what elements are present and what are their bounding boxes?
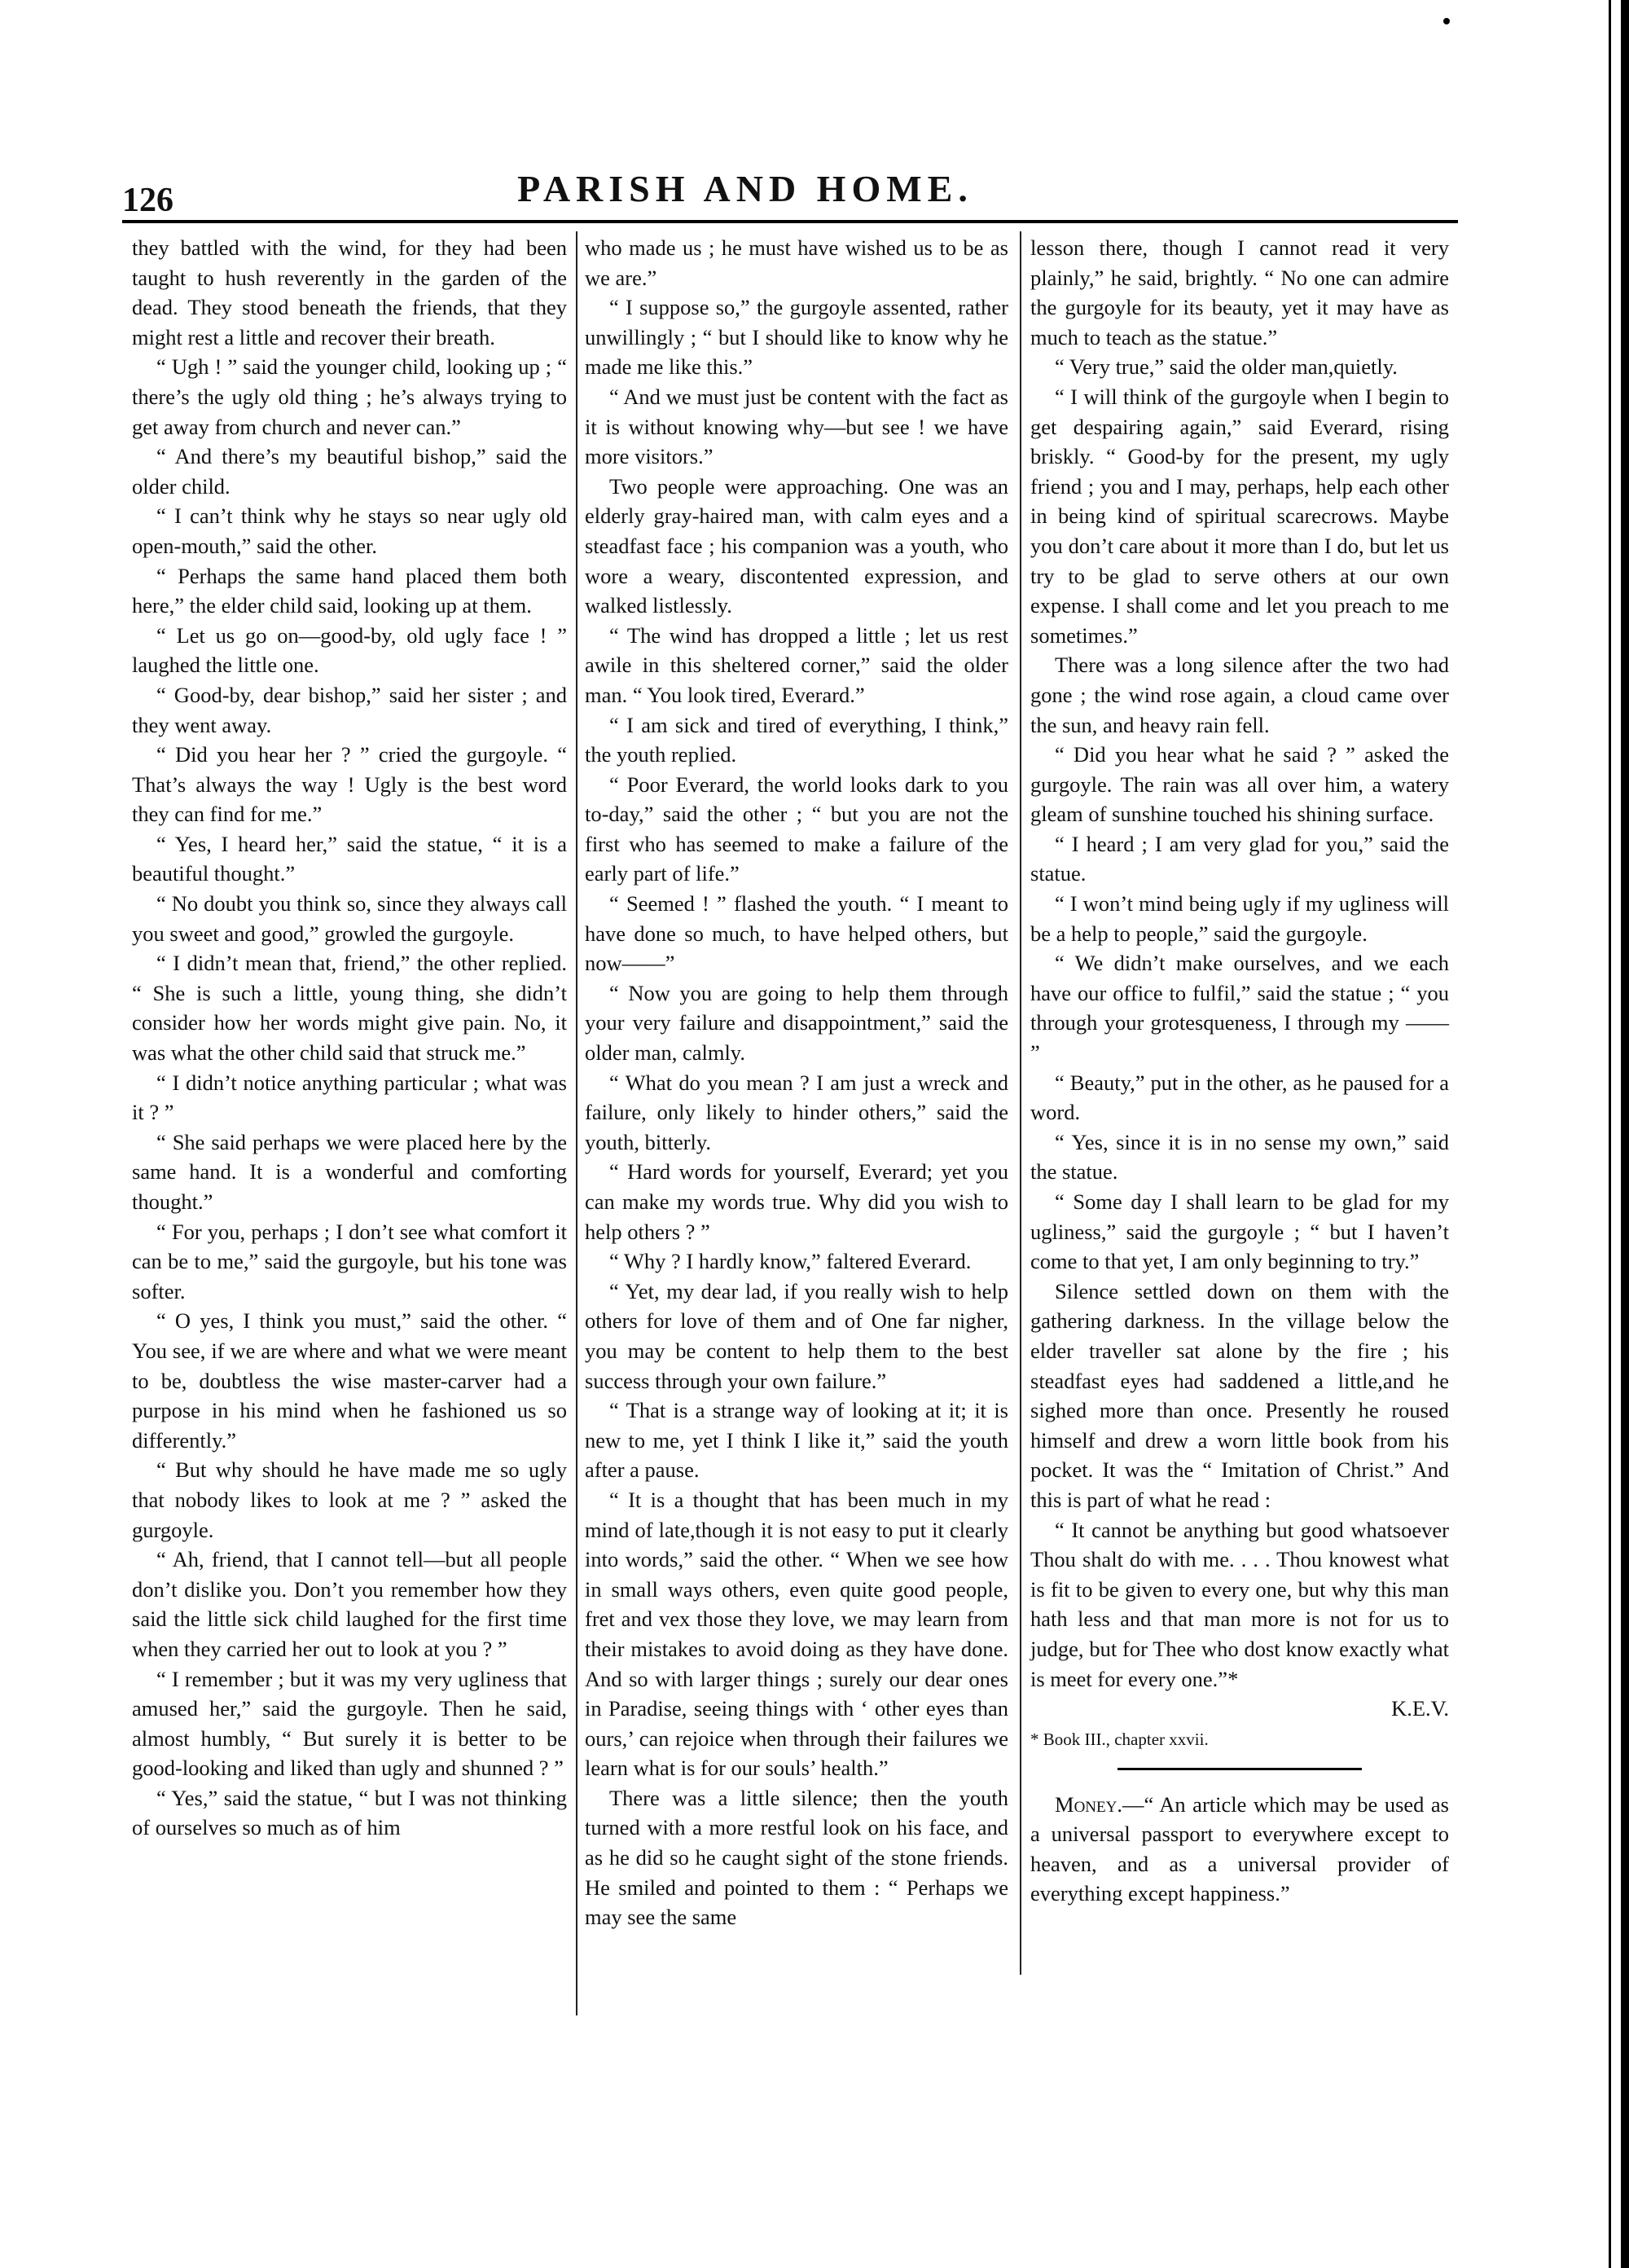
section-divider — [1117, 1768, 1362, 1770]
paragraph: who made us ; he must have wished us to be as we are.” — [585, 235, 1008, 290]
paragraph: “ Why ? I hardly know,” faltered Everard. — [609, 1249, 972, 1274]
paragraph: “ I remember ; but it was my very ugliness that amused her,” said the gurgoyle. Then he said, almost humbly, “ But surely it is better to be good-looking and liked than ugly and shunned ? ” — [132, 1666, 567, 1781]
column-3 — [1030, 233, 1449, 1909]
paragraph: “ Perhaps the same hand placed them both here,” the elder child said, looking up at them. — [132, 563, 567, 618]
paragraph: “ Let us go on—good-by, old ugly face ! ” laughed the little one. — [132, 622, 567, 678]
paragraph: Silence settled down on them with the gathering darkness. In the village below the elder traveller sat alone by the fire ; his steadfast eyes had saddened a little,and he sighed more than once. Presently he roused himself and drew a worn little book from his pocket. It was the “ Imitation of Christ.” And this is part of what he read : — [1030, 1278, 1449, 1512]
money-paragraph — [1030, 1790, 1449, 1909]
paragraph: “ It cannot be anything but good whatsoever Thou shalt do with me. . . . Thou knowest what is fit to be given to every one, but why this man hath less and that man more is not for us to judge, but for Thee who dost know exactly what is meet for every one.”* — [1030, 1517, 1449, 1691]
paragraph: “ Good-by, dear bishop,” said her sister ; and they went away. — [132, 682, 567, 737]
column-1 — [132, 233, 567, 1843]
ink-dot — [1443, 18, 1450, 24]
paragraph: “ Very true,” said the older man,quietly. — [1055, 354, 1398, 380]
paragraph: “ I heard ; I am very glad for you,” said the statue. — [1030, 831, 1449, 886]
paragraph: “ It is a thought that has been much in my mind of late,though it is not easy to put it clearly into words,” said the other. “ When we see how in small ways others, even quite good people, fret and vex those they love, we may learn from their mistakes to avoid doing as they have done. And so with larger things ; surely our dear ones in Paradise, seeing things with ‘ other eyes than ours,’ can rejoice when through their failures we learn what is for our souls’ health.” — [585, 1487, 1008, 1781]
paragraph: “ But why should he have made me so ugly that nobody likes to look at me ? ” asked the gurgoyle. — [132, 1457, 567, 1542]
page-header-title: PARISH AND HOME. — [517, 168, 973, 209]
page-edge-thin-rule — [1609, 0, 1611, 2268]
paragraph: “ Ugh ! ” said the younger child, looking up ; “ there’s the ugly old thing ; he’s always trying to get away from church and never can.” — [132, 354, 567, 439]
paragraph: lesson there, though I cannot read it very plainly,” he said, brightly. “ No one can admire the gurgoyle for its beauty, yet it may have as much to teach as the statue.” — [1030, 235, 1449, 349]
header-rule — [122, 220, 1458, 223]
paragraph: “ No doubt you think so, since they always call you sweet and good,” growled the gurgoyle. — [132, 891, 567, 946]
paragraph: “ I won’t mind being ugly if my ugliness will be a help to people,” said the gurgoyle. — [1030, 891, 1449, 946]
paragraph: they battled with the wind, for they had been taught to hush reverently in the garden of the dead. They stood beneath the friends, that they might rest a little and recover their breath. — [132, 235, 567, 349]
paragraph: “ Some day I shall learn to be glad for my ugliness,” said the gurgoyle ; “ but I haven’t come to that yet, I am only beginning to try.” — [1030, 1189, 1449, 1274]
paragraph: “ I didn’t mean that, friend,” the other replied. “ She is such a little, young thing, she didn’t consider how her words might give pain. No, it was what the other child said that struck me.” — [132, 951, 567, 1066]
column-divider-1 — [576, 231, 577, 2015]
paragraph: “ Yes, I heard her,” said the statue, “ it is a beautiful thought.” — [132, 831, 567, 886]
column-2 — [585, 233, 1008, 1932]
paragraph: “ For you, perhaps ; I don’t see what comfort it can be to me,” said the gurgoyle, but his tone was softer. — [132, 1219, 567, 1303]
page-edge-rule — [1621, 0, 1629, 2268]
paragraph: “ Beauty,” put in the other, as he paused for a word. — [1030, 1070, 1449, 1125]
paragraph: “ Seemed ! ” flashed the youth. “ I meant to have done so much, to have helped others, but now——” — [585, 891, 1008, 976]
paragraph: “ We didn’t make ourselves, and we each have our office to fulfil,” said the statue ; “ you through your grotesqueness, I through my —— ” — [1030, 951, 1449, 1066]
column-divider-2 — [1020, 231, 1021, 1975]
paragraph: “ What do you mean ? I am just a wreck and failure, only likely to hinder others,” said the youth, bitterly. — [585, 1070, 1008, 1154]
paragraph: “ I am sick and tired of everything, I think,” the youth replied. — [585, 712, 1008, 767]
paragraph: “ That is a strange way of looking at it; it is new to me, yet I think I like it,” said the youth after a pause. — [585, 1398, 1008, 1483]
paragraph: There was a long silence after the two had gone ; the wind rose again, a cloud came over the sun, and heavy rain fell. — [1030, 653, 1449, 737]
paragraph: “ I can’t think why he stays so near ugly old open-mouth,” said the other. — [132, 503, 567, 558]
paragraph: “ I didn’t notice anything particular ; what was it ? ” — [132, 1070, 567, 1125]
paragraph: “ Yet, my dear lad, if you really wish to help others for love of them and of One far nigher, you may be content to help them to the best success through your own failure.” — [585, 1278, 1008, 1393]
paragraph: “ She said perhaps we were placed here by the same hand. It is a wonderful and comforting thought.” — [132, 1129, 567, 1214]
paragraph: “ Ah, friend, that I cannot tell—but all people don’t dislike you. Don’t you remember how they said the little sick child laughed for the first time when they carried her out to look at you ? ” — [132, 1547, 567, 1661]
author-signature: K.E.V. — [1391, 1696, 1449, 1721]
paragraph: Two people were approaching. One was an elderly gray-haired man, with calm eyes and a steadfast face ; his companion was a youth, who wore a weary, discontented expression, and walked listlessly. — [585, 473, 1008, 618]
paragraph: “ Did you hear her ? ” cried the gurgoyle. “ That’s always the way ! Ugly is the best word they can find for me.” — [132, 742, 567, 827]
footnote: * Book III., chapter xxvii. — [1030, 1729, 1209, 1749]
paragraph: “ The wind has dropped a little ; let us rest awile in this sheltered corner,” said the older man. “ You look tired, Everard.” — [585, 622, 1008, 707]
page-number: 126 — [122, 182, 173, 219]
paragraph: “ Poor Everard, the world looks dark to you to-day,” said the other ; “ but you are not the first who has seemed to make a failure of the early part of life.” — [585, 771, 1008, 886]
paragraph: “ Yes,” said the statue, “ but I was not thinking of ourselves so much as of him — [132, 1785, 567, 1840]
paragraph: “ Did you hear what he said ? ” asked the gurgoyle. The rain was all over him, a watery gleam of sunshine touched his shining surface. — [1030, 742, 1449, 827]
paragraph: “ Now you are going to help them through your very failure and disappointment,” said the older man, calmly. — [585, 980, 1008, 1066]
paragraph: “ And we must just be content with the fact as it is without knowing why—but see ! we have more visitors.” — [585, 384, 1008, 469]
paragraph: “ Yes, since it is in no sense my own,” said the statue. — [1030, 1129, 1449, 1185]
paragraph: “ I suppose so,” the gurgoyle assented, rather unwillingly ; “ but I should like to know why he made me like this.” — [585, 295, 1008, 380]
paragraph: “ O yes, I think you must,” said the other. “ You see, if we are where and what we were meant to be, doubtless the wise master-carver had a purpose in his mind when he fashioned us so differently.” — [132, 1308, 567, 1453]
money-text: —“ An article which may be used as a universal passport to everywhere except to heaven, and as a universal provider of everything except happiness.” — [1030, 1791, 1449, 1906]
paragraph: “ I will think of the gurgoyle when I begin to get despairing again,” said Everard, rising briskly. “ Good-by for the present, my ugly friend ; you and I may, perhaps, help each other in being kind of spiritual scarecrows. Maybe you don’t care about it more than I do, but let us try to be glad to serve others at our own expense. I shall come and let you preach to me sometimes.” — [1030, 384, 1449, 648]
paragraph: There was a little silence; then the youth turned with a more restful look on his face, and as he did so he caught sight of the stone friends. He smiled and pointed to them : “ Perhaps we may see the same — [585, 1785, 1008, 1930]
money-label: Money. — [1055, 1791, 1122, 1817]
paragraph: “ And there’s my beautiful bishop,” said the older child. — [132, 444, 567, 499]
paragraph: “ Hard words for yourself, Everard; yet you can make my words true. Why did you wish to help others ? ” — [585, 1159, 1008, 1244]
